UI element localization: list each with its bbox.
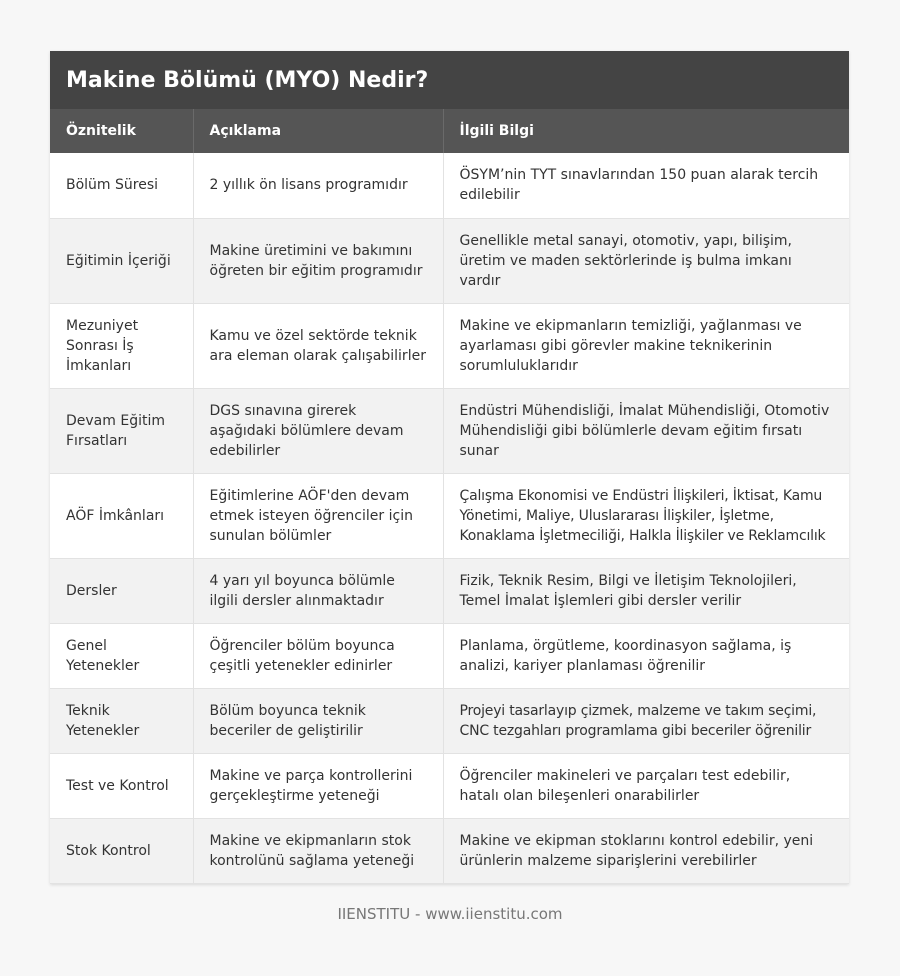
cell-attribute: Dersler: [50, 558, 193, 623]
cell-attribute: Mezuniyet Sonrası İş İmkanları: [50, 303, 193, 388]
cell-description: Makine üretimini ve bakımını öğreten bir eğitim programıdır: [193, 218, 443, 303]
table-row: [50, 558, 849, 623]
table-row: [50, 388, 849, 473]
cell-description: Öğrenciler bölüm boyunca çeşitli yetenekler edinirler: [193, 623, 443, 688]
cell-info: Fizik, Teknik Resim, Bilgi ve İletişim Teknolojileri, Temel İmalat İşlemleri gibi dersler verilir: [443, 558, 849, 623]
cell-info: Genellikle metal sanayi, otomotiv, yapı, bilişim, üretim ve maden sektörlerinde iş bulma imkanı vardır: [443, 218, 849, 303]
cell-info: Projeyi tasarlayıp çizmek, malzeme ve takım seçimi, CNC tezgahları programlama gibi beceriler öğrenilir: [443, 688, 849, 753]
cell-description: Makine ve parça kontrollerini gerçekleştirme yeteneği: [193, 753, 443, 818]
cell-description: Bölüm boyunca teknik beceriler de geliştirilir: [193, 688, 443, 753]
table-row: [50, 818, 849, 883]
cell-info: Planlama, örgütleme, koordinasyon sağlama, iş analizi, kariyer planlaması öğrenilir: [443, 623, 849, 688]
table-row: [50, 753, 849, 818]
cell-info: Endüstri Mühendisliği, İmalat Mühendisliği, Otomotiv Mühendisliği gibi bölümlerle devam eğitim fırsatı sunar: [443, 388, 849, 473]
cell-info: Makine ve ekipman stoklarını kontrol edebilir, yeni ürünlerin malzeme siparişlerini verebilirler: [443, 818, 849, 883]
header-info: İlgili Bilgi: [443, 109, 849, 153]
table-row: [50, 303, 849, 388]
table-row: [50, 623, 849, 688]
table-row: [50, 473, 849, 558]
cell-attribute: Eğitimin İçeriği: [50, 218, 193, 303]
info-table: [50, 109, 849, 884]
footer-credit: IIENSTITU - www.iienstitu.com: [337, 905, 563, 923]
cell-description: Eğitimlerine AÖF'den devam etmek isteyen öğrenciler için sunulan bölümler: [193, 473, 443, 558]
cell-info: Öğrenciler makineleri ve parçaları test edebilir, hatalı olan bileşenleri onarabilirler: [443, 753, 849, 818]
table-row: [50, 688, 849, 753]
cell-attribute: AÖF İmkânları: [50, 473, 193, 558]
cell-attribute: Test ve Kontrol: [50, 753, 193, 818]
table-row: [50, 218, 849, 303]
cell-attribute: Stok Kontrol: [50, 818, 193, 883]
header-row: [50, 109, 849, 153]
cell-description: 2 yıllık ön lisans programıdır: [193, 153, 443, 218]
table-title: Makine Bölümü (MYO) Nedir?: [50, 51, 849, 109]
cell-info: ÖSYM’nin TYT sınavlarından 150 puan alarak tercih edilebilir: [443, 153, 849, 218]
table-card: [50, 51, 849, 884]
cell-attribute: Bölüm Süresi: [50, 153, 193, 218]
cell-info: Çalışma Ekonomisi ve Endüstri İlişkileri, İktisat, Kamu Yönetimi, Maliye, Uluslararası İlişkiler, İşletme, Konaklama İşletmeciliği, Halkla İlişkiler ve Reklamcılık: [443, 473, 849, 558]
cell-description: 4 yarı yıl boyunca bölümle ilgili dersler alınmaktadır: [193, 558, 443, 623]
header-description: Açıklama: [193, 109, 443, 153]
cell-description: Kamu ve özel sektörde teknik ara eleman olarak çalışabilirler: [193, 303, 443, 388]
cell-info: Makine ve ekipmanların temizliği, yağlanması ve ayarlaması gibi görevler makine teknikerinin sorumluluklarıdır: [443, 303, 849, 388]
cell-description: DGS sınavına girerek aşağıdaki bölümlere devam edebilirler: [193, 388, 443, 473]
cell-attribute: Devam Eğitim Fırsatları: [50, 388, 193, 473]
cell-description: Makine ve ekipmanların stok kontrolünü sağlama yeteneği: [193, 818, 443, 883]
cell-attribute: Teknik Yetenekler: [50, 688, 193, 753]
table-row: [50, 153, 849, 218]
cell-attribute: Genel Yetenekler: [50, 623, 193, 688]
header-attribute: Öznitelik: [50, 109, 193, 153]
